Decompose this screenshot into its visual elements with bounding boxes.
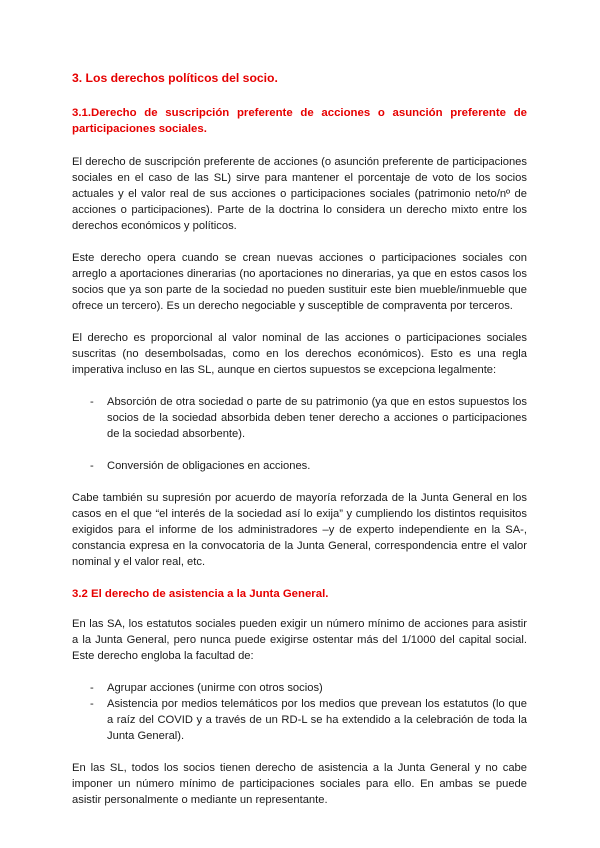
list-item-text: Absorción de otra sociedad o parte de su patrimonio (ya que en estos supuestos los socios de la sociedad absorbida deben tener derecho a acciones o participaciones de la sociedad absorbente). (107, 396, 527, 440)
section-title: 3. Los derechos políticos del socio. (72, 71, 278, 85)
list-item-text: Asistencia por medios telemáticos por los medios que prevean los estatutos (lo que a raíz del COVID y a través de un RD-L se ha extendido a la celebración de toda la Junta General). (107, 698, 527, 742)
list-item (72, 458, 527, 474)
list-item-text: Agrupar acciones (unirme con otros socios) (107, 682, 323, 694)
paragraph: El derecho es proporcional al valor nominal de las acciones o participaciones sociales suscritas (no desembolsadas, como en los derechos económicos). Esto es una regla imperativa incluso en las SL, aunque en ciertos supuestos se excepciona legalmente: (72, 332, 527, 376)
paragraph: En las SL, todos los socios tienen derecho de asistencia a la Junta General y no cabe imponer un número mínimo de participaciones sociales para ello. En ambas se puede asistir personalmente o mediante un representante. (72, 762, 527, 806)
paragraph: El derecho de suscripción preferente de acciones (o asunción preferente de participaciones sociales en el caso de las SL) sirve para mantener el porcentaje de voto de los socios actuales y el valor real de sus acciones o participaciones sociales (patrimonio neto/nº de acciones o participaciones). Parte de la doctrina lo considera un derecho mixto entre los derechos económicos y políticos. (72, 156, 527, 232)
paragraph: En las SA, los estatutos sociales pueden exigir un número mínimo de acciones para asistir a la Junta General, pero nunca puede exigirse ostentar más del 1/1000 del capital social. Este derecho engloba la facultad de: (72, 618, 527, 662)
paragraph: Este derecho opera cuando se crean nuevas acciones o participaciones sociales con arreglo a aportaciones dinerarias (no aportaciones no dinerarias, ya que en estos casos los socios que ya son parte de la sociedad no pueden sustituir este bien mueble/inmueble que ofrece un tercero). Es un derecho negociable y susceptible de compraventa por terceros. (72, 252, 527, 312)
bullet-dash: - (90, 698, 94, 710)
subsection-heading-3-1: 3.1.Derecho de suscripción preferente de acciones o asunción preferente de participaciones sociales. (72, 107, 527, 135)
bullet-dash: - (90, 460, 94, 472)
list-item (72, 696, 527, 744)
list-item (72, 394, 527, 442)
exceptions-list (72, 394, 527, 474)
subsection-heading-3-2: 3.2 El derecho de asistencia a la Junta General. (72, 588, 329, 600)
list-item (72, 680, 527, 696)
bullet-dash: - (90, 396, 94, 408)
attendance-list (72, 680, 527, 744)
bullet-dash: - (90, 682, 94, 694)
paragraph: Cabe también su supresión por acuerdo de mayoría reforzada de la Junta General en los casos en el que “el interés de la sociedad así lo exija” y cumpliendo los distintos requisitos exigidos para el informe de los administradores –y de experto independiente en la SA-, constancia expresa en la convocatoria de la Junta General, correspondencia entre el valor nominal y el valor real, etc. (72, 492, 527, 568)
list-item-text: Conversión de obligaciones en acciones. (107, 460, 311, 472)
